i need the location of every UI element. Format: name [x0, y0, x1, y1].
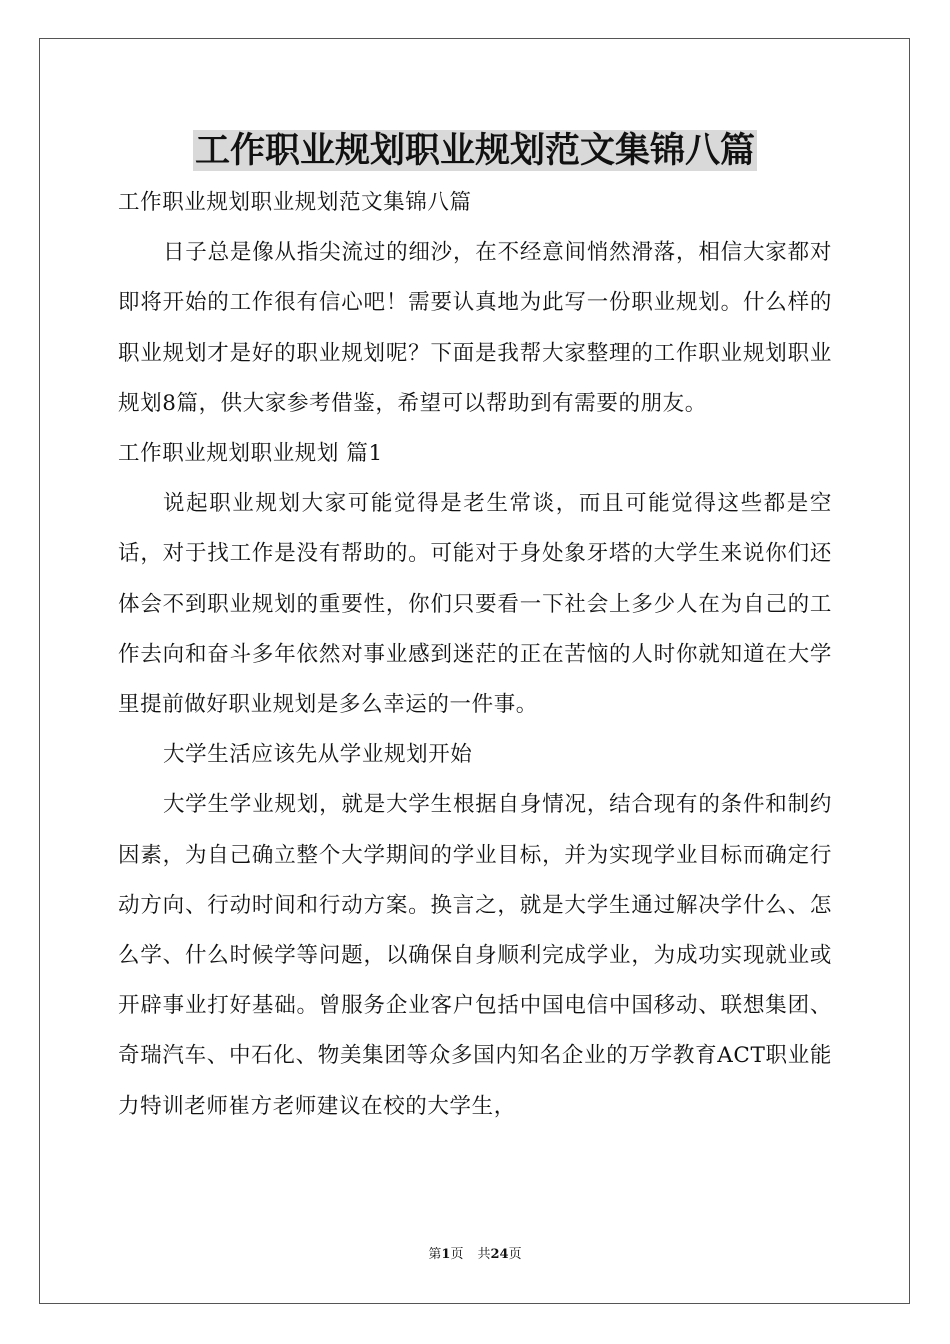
page-unit: 页 [450, 1247, 464, 1262]
page-footer [0, 1246, 950, 1264]
document-title-text: 工作职业规划职业规划范文集锦八篇 [194, 130, 755, 171]
page-total: 24 [490, 1247, 509, 1262]
sub-heading: 大学生活应该先从学业规划开始 [163, 742, 473, 768]
page-prefix: 第 [428, 1247, 442, 1262]
document-body [118, 178, 832, 1132]
total-unit: 页 [508, 1247, 522, 1262]
body-paragraph: 大学生学业规划，就是大学生根据自身情况，结合现有的条件和制约因素，为自己确立整个大学期间的学业目标，并为实现学业目标而确定行动方向、行动时间和行动方案。换言之，就是大学生通过解决学什么、怎么学、什么时候学等问题，以确保自身顺利完成学业，为成功实现就业或开辟事业打好基础。曾服务企业客户包括中国电信中国移动、联想集团、奇瑞汽车、中石化、物美集团等众多国内知名企业的万学教育ACT职业能力特训老师崔方老师建议在校的大学生， [118, 792, 832, 1119]
document-title [0, 128, 950, 174]
intro-paragraph: 日子总是像从指尖流过的细沙，在不经意间悄然滑落，相信大家都对即将开始的工作很有信心吧！需要认真地为此写一份职业规划。什么样的职业规划才是好的职业规划呢？下面是我帮大家整理的工作职业规划职业规划8篇，供大家参考借鉴，希望可以帮助到有需要的朋友。 [118, 240, 832, 416]
total-prefix: 共 [477, 1247, 491, 1262]
body-paragraph: 说起职业规划大家可能觉得是老生常谈，而且可能觉得这些都是空话，对于找工作是没有帮助的。可能对于身处象牙塔的大学生来说你们还体会不到职业规划的重要性，你们只要看一下社会上多少人在为自己的工作去向和奋斗多年依然对事业感到迷茫的正在苦恼的人时你就知道在大学里提前做好职业规划是多么幸运的一件事。 [118, 491, 832, 718]
page-current: 1 [441, 1247, 451, 1262]
subtitle-paragraph: 工作职业规划职业规划范文集锦八篇 [118, 190, 472, 215]
section-heading: 工作职业规划职业规划 篇1 [118, 441, 383, 467]
